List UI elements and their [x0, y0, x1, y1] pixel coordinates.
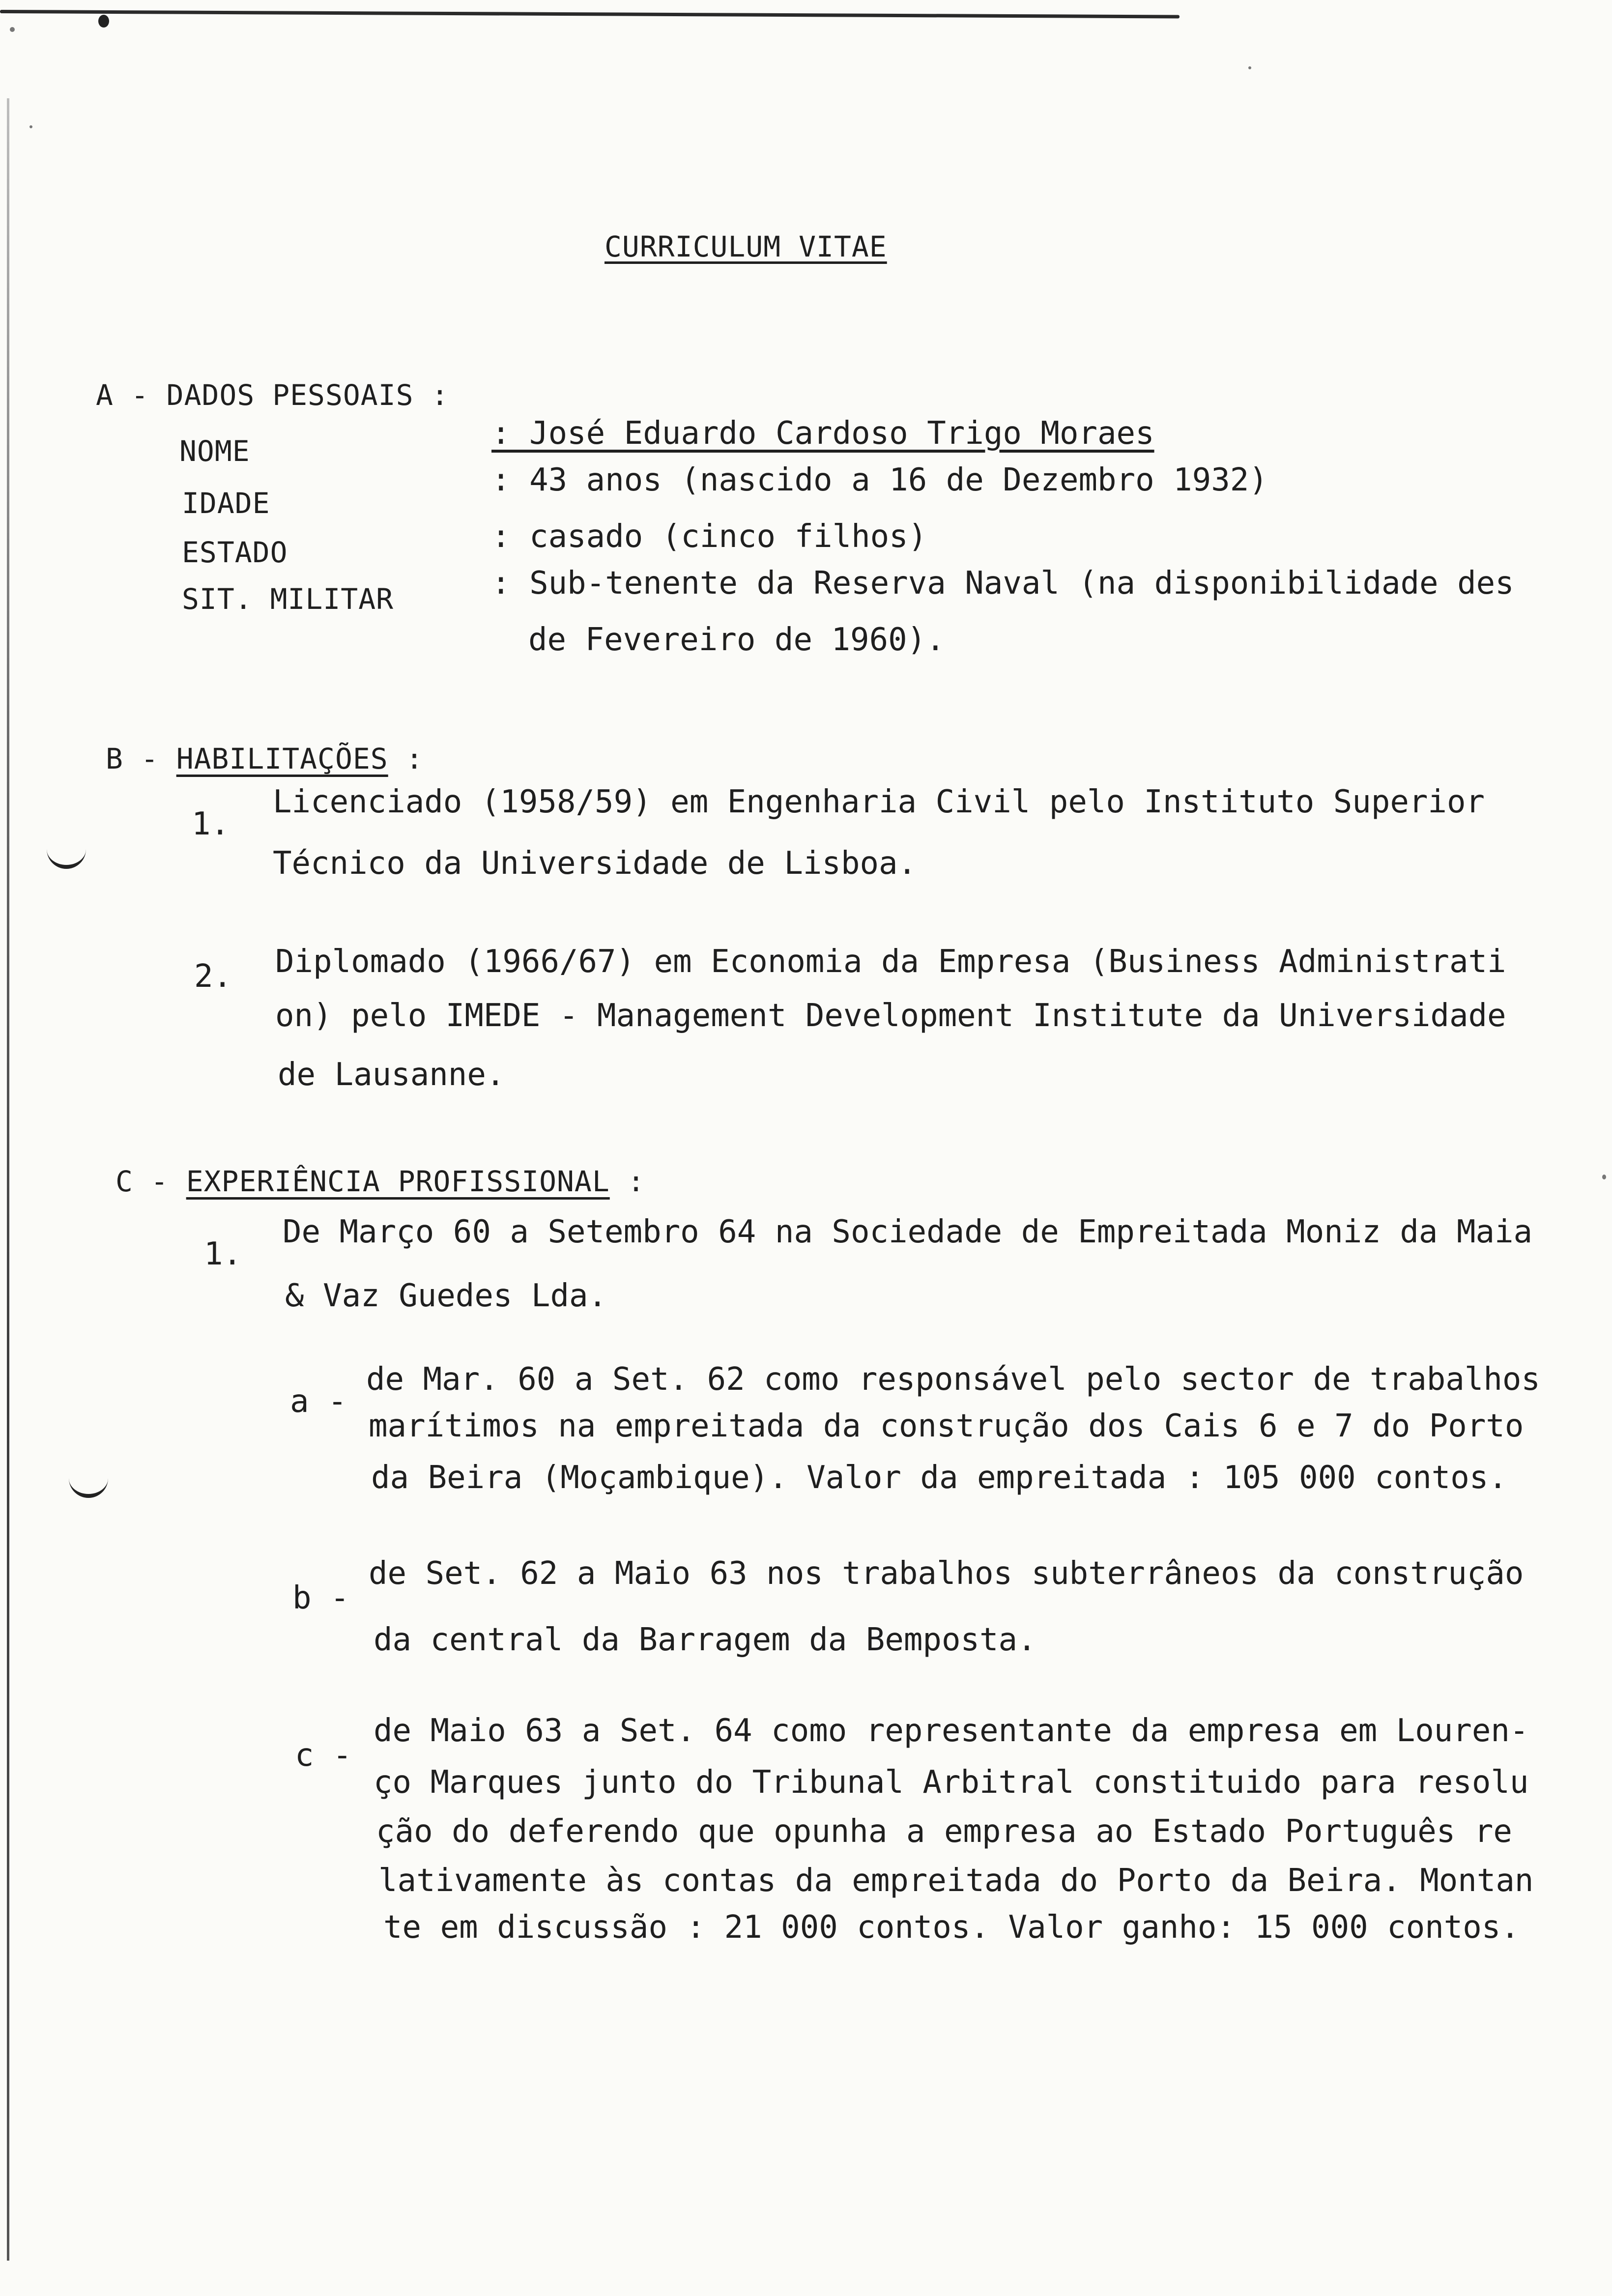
field-value-sit-militar-cont: de Fevereiro de 1960). [528, 622, 945, 658]
item-line: De Março 60 a Setembro 64 na Sociedade de Empreitada Moniz da Maia [283, 1214, 1533, 1250]
section-b-heading [106, 742, 424, 775]
subitem-line: de Set. 62 a Maio 63 nos trabalhos subterrâneos da construção [369, 1555, 1524, 1592]
item-line: de Lausanne. [278, 1057, 505, 1093]
document-title: CURRICULUM VITAE [604, 230, 887, 263]
subitem-line: de Mar. 60 a Set. 62 como responsável pelo sector de trabalhos [366, 1361, 1540, 1398]
section-c-title: EXPERIÊNCIA PROFISSIONAL [186, 1165, 610, 1198]
field-label-idade: IDADE [182, 487, 270, 520]
subitem-letter: c - [295, 1737, 352, 1774]
field-value-idade: : 43 anos (nascido a 16 de Dezembro 1932) [491, 462, 1268, 498]
top-rule [0, 10, 1180, 18]
section-b-suffix: : [388, 742, 424, 775]
section-a-heading: A - DADOS PESSOAIS : [96, 378, 449, 412]
margin-mark [47, 845, 86, 869]
scan-speck [29, 125, 32, 128]
field-label-sit-militar: SIT. MILITAR [182, 582, 394, 616]
margin-mark [69, 1474, 108, 1498]
item-line: on) pelo IMEDE - Management Development Institute da Universidade [275, 998, 1506, 1034]
subitem-letter: b - [292, 1580, 349, 1616]
field-label-estado: ESTADO [182, 536, 288, 569]
section-c-heading [115, 1165, 645, 1198]
item-line: Diplomado (1966/67) em Economia da Empresa (Business Administrati [275, 944, 1506, 980]
subitem-line: da central da Barragem da Bemposta. [374, 1622, 1036, 1658]
item-line: & Vaz Guedes Lda. [285, 1278, 607, 1314]
field-label-nome: NOME [179, 434, 250, 468]
subitem-line: marítimos na empreitada da construção dos Cais 6 e 7 do Porto [369, 1408, 1524, 1444]
item-number: 1. [192, 806, 230, 842]
field-value-nome: : José Eduardo Cardoso Trigo Moraes [491, 415, 1154, 452]
item-number: 1. [204, 1236, 242, 1272]
section-b-title: HABILITAÇÕES [176, 742, 388, 775]
scan-edge [7, 98, 9, 2261]
subitem-letter: a - [290, 1383, 347, 1420]
subitem-line: de Maio 63 a Set. 64 como representante da empresa em Louren- [374, 1713, 1529, 1749]
section-b-prefix: B - [106, 742, 176, 775]
field-value-sit-militar: : Sub-tenente da Reserva Naval (na disponibilidade des [491, 565, 1514, 602]
scan-speck [98, 15, 109, 28]
item-number: 2. [194, 958, 232, 995]
item-line: Técnico da Universidade de Lisboa. [273, 845, 917, 882]
subitem-line: te em discussão : 21 000 contos. Valor ganho: 15 000 contos. [383, 1909, 1520, 1946]
scan-speck [1248, 66, 1251, 69]
section-c-prefix: C - [115, 1165, 186, 1198]
scan-speck [10, 27, 15, 32]
subitem-line: ço Marques junto do Tribunal Arbitral constituido para resolu [374, 1764, 1529, 1801]
subitem-line: da Beira (Moçambique). Valor da empreitada : 105 000 contos. [371, 1460, 1507, 1496]
field-value-estado: : casado (cinco filhos) [491, 518, 927, 555]
subitem-line: ção do deferendo que opunha a empresa ao Estado Português re [376, 1813, 1512, 1850]
subitem-line: lativamente às contas da empreitada do Porto da Beira. Montan [378, 1863, 1534, 1899]
section-c-suffix: : [609, 1165, 645, 1198]
scan-speck [1602, 1175, 1606, 1179]
item-line: Licenciado (1958/59) em Engenharia Civil pelo Instituto Superior [273, 784, 1485, 820]
